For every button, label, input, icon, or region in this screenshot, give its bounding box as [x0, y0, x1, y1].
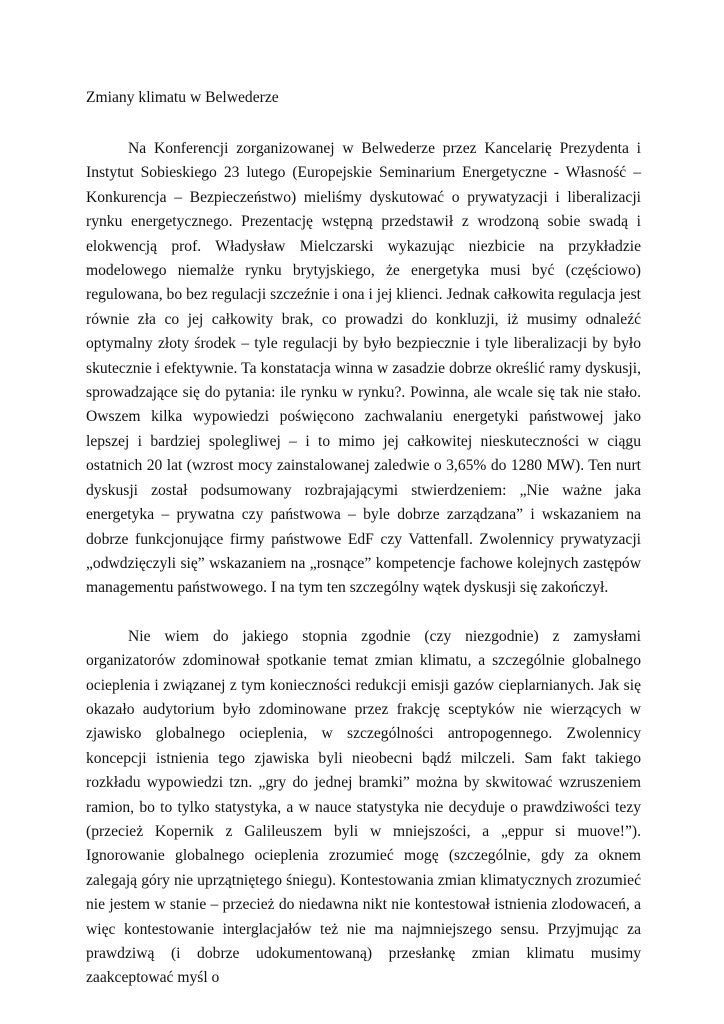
paragraph-1: Na Konferencji zorganizowanej w Belwederze przez Kancelarię Prezydenta i Instytut Sobieskiego 23 lutego (Europejskie Seminarium Energetyczne - Własność – Konkurencja – Bezpieczeństwo) mieliśmy dyskutować o prywatyzacji i liberalizacji rynku energetycznego. Prezentację wstępną przedstawił z wrodzoną sobie swadą i elokwencją prof. Władysław Mielczarski wykazując niezbicie na przykładzie modelowego niemalże rynku brytyjskiego, że energetyka musi być (częściowo) regulowana, bo bez regulacji szczeźnie i ona i jej klienci. Jednak całkowita regulacja jest równie zła co jej całkowity brak, co prowadzi do konkluzji, iż musimy odnaleźć optymalny złoty środek – tyle regulacji by było bezpiecznie i tyle liberalizacji by było skutecznie i efektywnie. Ta konstatacja winna w zasadzie dobrze określić ramy dyskusji, sprowadzające się do pytania: ile rynku w rynku?. Powinna, ale wcale się tak nie stało. Owszem kilka wypowiedzi poświęcono zachwalaniu energetyki państwowej jako lepszej i bardziej spolegliwej – i to mimo jej całkowitej nieskuteczności w ciągu ostatnich 20 lat (wzrost mocy zainstalowanej zaledwie o 3,65% do 1280 MW). Ten nurt dyskusji został podsumowany rozbrajającymi stwierdzeniem: „Nie ważne jaka energetyka – prywatna czy państwowa – byle dobrze zarządzana” i wskazaniem na dobrze funkcjonujące firmy państwowe EdF czy Vattenfall. Zwolennicy prywatyzacji „odwdzięczyli się” wskazaniem na „rosnące” kompetencje fachowe kolejnych zastępów managementu państwowego. I na tym ten szczególny wątek dyskusji się zakończył.: [86, 140, 641, 597]
document-title: Zmiany klimatu w Belwederze: [86, 89, 279, 106]
paragraph-2: Nie wiem do jakiego stopnia zgodnie (czy niezgodnie) z zamysłami organizatorów zdominował spotkanie temat zmian klimatu, a szczególnie globalnego ocieplenia i związanej z tym konieczności redukcji emisji gazów cieplarnianych. Jak się okazało audytorium było zdominowane przez frakcję sceptyków nie wierzących w zjawisko globalnego ocieplenia, w szczególności antropogennego. Zwolennicy koncepcji istnienia tego zjawiska byli nieobecni bądź milczeli. Sam fakt takiego rozkładu wypowiedzi tzn. „gry do jednej bramki” można by skwitować wzruszeniem ramion, bo to tylko statystyka, a w nauce statystyka nie decyduje o prawdziwości tezy (przecież Kopernik z Galileuszem byli w mniejszości, a „eppur si muove!”). Ignorowanie globalnego ocieplenia zrozumieć mogę (szczególnie, gdy za oknem zalegają góry nie uprzątniętego śniegu). Kontestowania zmian klimatycznych zrozumieć nie jestem w stanie – przecież do niedawna nikt nie kontestował istnienia zlodowaceń, a więc kontestowanie interglacjałów też nie ma najmniejszego sensu. Przyjmując za prawdziwą (i dobrze udokumentowaną) przesłankę zmian klimatu musimy zaakceptować myśl o: [86, 627, 641, 987]
document-body: [86, 87, 641, 991]
